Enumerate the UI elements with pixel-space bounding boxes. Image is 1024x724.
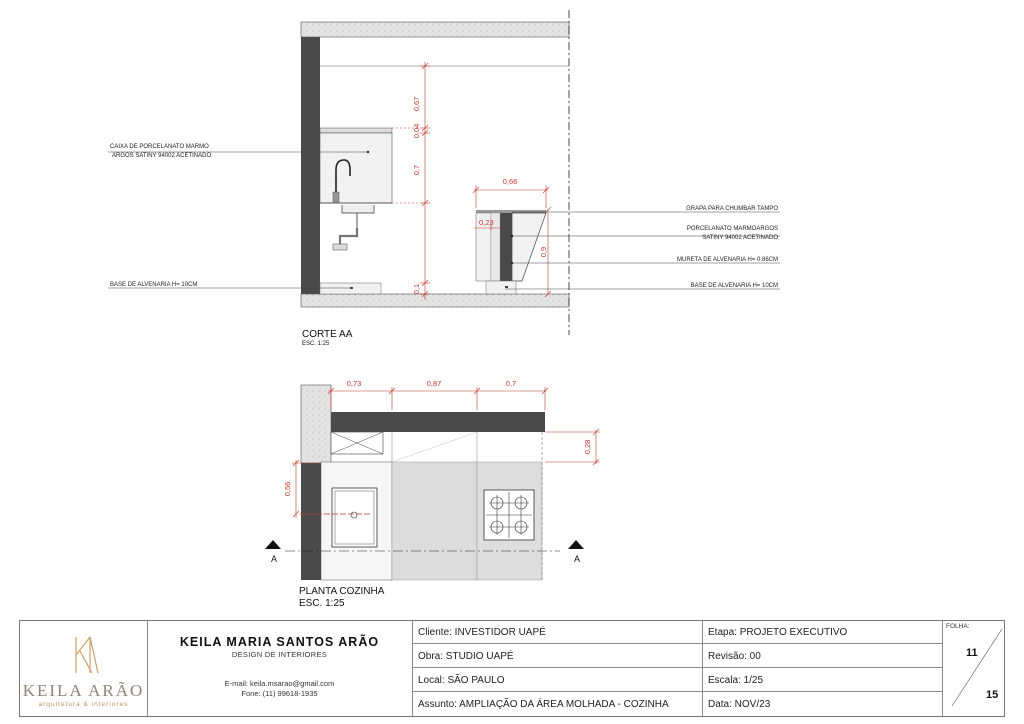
dim-shelf: 0,04 bbox=[412, 123, 421, 139]
note-mureta: MURETA DE ALVENARIA H= 0.86CM bbox=[677, 257, 778, 263]
field-local: Local: SÃO PAULO bbox=[412, 669, 702, 692]
section-corte-aa bbox=[108, 10, 780, 347]
note-base-right: BASE DE ALVENARIA H= 10CM bbox=[690, 283, 778, 289]
field-data: Data: NOV/23 bbox=[708, 699, 771, 710]
logo-subtitle: arquitetura & interiores bbox=[38, 701, 129, 708]
note-porcelanato-2: SATINY 94002 ACETINADO bbox=[702, 235, 778, 241]
plan-title: PLANTA COZINHA bbox=[299, 586, 385, 597]
section-title: CORTE AA bbox=[302, 329, 353, 340]
sink-bowl bbox=[342, 205, 374, 213]
title-block bbox=[19, 620, 1005, 717]
section-marker-right bbox=[568, 540, 584, 549]
plan-column bbox=[301, 385, 331, 463]
dim-counter-height: 0,9 bbox=[539, 246, 548, 258]
section-scale: ESC. 1:25 bbox=[302, 341, 330, 347]
dim-w2: 0,87 bbox=[426, 379, 442, 388]
masonry-base-right bbox=[486, 281, 516, 294]
sheet-number bbox=[942, 621, 1004, 716]
stage-info bbox=[702, 621, 943, 716]
section-marker-left bbox=[265, 540, 281, 549]
folha-total: 15 bbox=[986, 689, 999, 701]
dim-counter-width: 0,66 bbox=[502, 177, 518, 186]
designer-contact bbox=[147, 679, 412, 699]
field-revisao: Revisão: 00 bbox=[702, 645, 942, 668]
logo-text: KEILA ARÃO bbox=[22, 681, 145, 700]
plan-left-wall bbox=[301, 463, 321, 580]
dim-upper-space: 0,67 bbox=[412, 96, 421, 112]
plan-scale: ESC. 1:25 bbox=[299, 598, 345, 609]
dim-counter-thick: 0,23 bbox=[479, 218, 494, 227]
logo-mark-icon bbox=[20, 621, 147, 681]
dim-plinth-left: 0,1 bbox=[412, 283, 421, 295]
field-etapa: Etapa: PROJETO EXECUTIVO bbox=[702, 621, 942, 644]
dim-w1: 0,73 bbox=[346, 379, 362, 388]
designer-role: DESIGN DE INTERIORES bbox=[231, 650, 328, 659]
note-grapa: GRAPA PARA CHUMBAR TAMPO bbox=[686, 206, 778, 212]
dim-cabinet: 0,7 bbox=[412, 164, 421, 176]
note-caixa-2: ARGOS SATINY 94002 ACETINADO bbox=[112, 153, 212, 159]
masonry-wall-mureta bbox=[500, 213, 512, 281]
designer-email: E-mail: keila.msarao@gmail.com bbox=[224, 679, 335, 688]
note-porcelanato: PORCELANATO MARMOARGOS bbox=[686, 226, 778, 232]
plan-sink bbox=[332, 488, 377, 547]
plan-kitchen bbox=[265, 379, 600, 609]
dim-depth-left: 0,56 bbox=[283, 481, 292, 497]
plan-back-wall bbox=[330, 412, 545, 432]
designer-name: KEILA MARIA SANTOS ARÃO bbox=[179, 635, 380, 649]
note-caixa: CAIXA DE PORCELANATO MARMO bbox=[110, 144, 209, 150]
left-wall bbox=[301, 37, 320, 307]
designer-block bbox=[147, 621, 413, 716]
field-cliente: Cliente: INVESTIDOR UAPÉ bbox=[412, 621, 702, 644]
logo bbox=[20, 621, 148, 716]
field-escala: Escala: 1/25 bbox=[702, 669, 942, 692]
plan-counter-middle bbox=[392, 462, 477, 580]
porcelain-box bbox=[320, 128, 392, 133]
dim-w3: 0,7 bbox=[505, 379, 517, 388]
cut-marker-left: A bbox=[271, 554, 278, 564]
floor-slab bbox=[301, 294, 569, 307]
project-info bbox=[412, 621, 703, 716]
sheet-divider bbox=[942, 621, 1004, 716]
designer-phone: Fone: (11) 99618-1935 bbox=[241, 689, 318, 698]
cut-marker-right: A bbox=[574, 554, 581, 564]
folha-current: 11 bbox=[966, 647, 978, 659]
note-base-left: BASE DE ALVENARIA H= 10CM bbox=[110, 282, 198, 288]
countertop-right bbox=[476, 210, 546, 213]
dim-depth-right: 0,28 bbox=[583, 439, 592, 455]
folha-label: FOLHA: bbox=[946, 623, 970, 630]
field-obra: Obra: STUDIO UAPÉ bbox=[412, 645, 702, 668]
field-assunto: Assunto: AMPLIAÇÃO DA ÁREA MOLHADA - COZINHA bbox=[418, 699, 669, 710]
ceiling-slab bbox=[301, 22, 569, 37]
